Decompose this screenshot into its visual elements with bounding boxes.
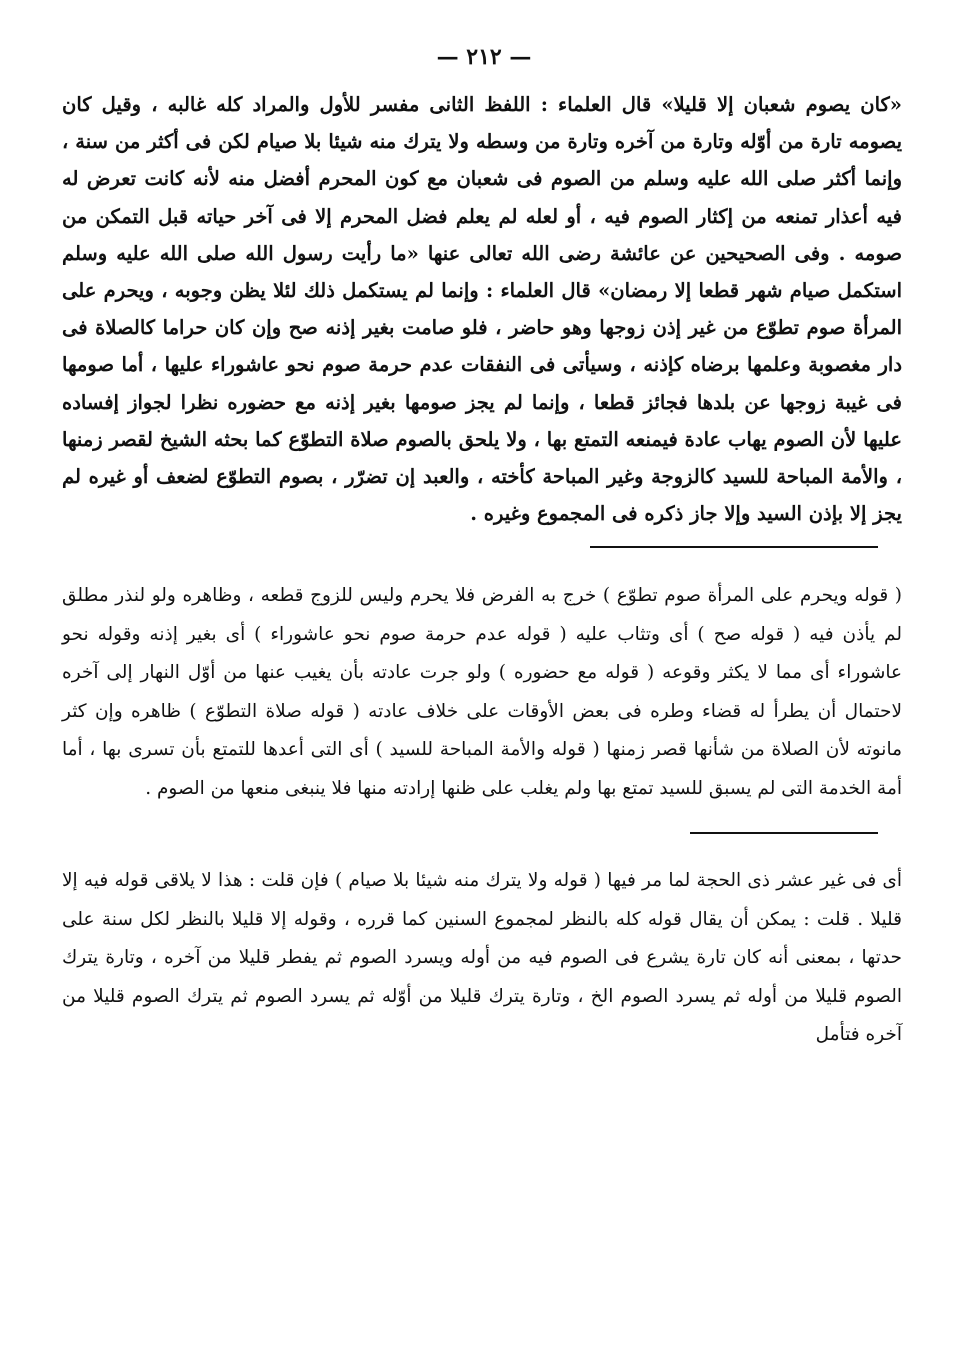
footnote-paragraph-2: أى فى غير عشر ذى الحجة لما مر فيها ( قوله ولا يترك منه شيئا بلا صيام ) فإن قلت : هذا لا يلاقى قوله فيه إلا قليلا . قلت : يمكن أن يقال قوله كله بالنظر لمجموع السنين كما قرره ، وقوله إلا قليلا بالنظر لكل سنة على حدتها ، بمعنى أنه كان تارة يشرع فى الصوم فيه من أوله ويسرد الصوم ثم يفطر قليلا من آخره ، وتارة يترك الصوم قليلا من أوله ثم يسرد الصوم الخ ، وتارة يترك قليلا من أوّله ثم يسرد الصوم ثم يترك الصوم قليلا من آخره فتأمل	[62, 870, 903, 1045]
footnote-block-1	[62, 577, 902, 808]
footnote-divider-2	[690, 832, 878, 834]
footnote-block-2	[62, 862, 902, 1055]
footnote-divider-1	[590, 546, 878, 548]
main-text-block	[62, 86, 902, 532]
page-number: — ٢١٢ —	[436, 44, 532, 70]
main-paragraph: «كان يصوم شعبان إلا قليلا» قال العلماء : اللفظ الثانى مفسر للأول والمراد كله غالبه ، وقيل كان يصومه تارة من أوّله وتارة من آخره وتارة من وسطه ولا يترك منه شيئا بلا صيام لكن فى أكثر من سنة ، وإنما أكثر صلى الله عليه وسلم من الصوم فى شعبان مع كون المحرم أفضل منه لأنه كانت تعرض له فيه أعذار تمنعه من إكثار الصوم فيه ، أو لعله لم يعلم فضل المحرم إلا فى آخر حياته قبل التمكن من صومه . وفى الصحيحين عن عائشة رضى الله تعالى عنها «ما رأيت رسول الله صلى الله عليه وسلم استكمل صيام شهر قطعا إلا رمضان» قال العلماء : وإنما لم يستكمل ذلك لئلا يظن وجوبه ، ويحرم على المرأة صوم تطوّع من غير إذن زوجها وهو حاضر ، فلو صامت بغير إذنه صح وإن كان حراما كالصلاة فى دار مغصوبة وعلمها برضاه كإذنه ، وسيأتى فى النفقات عدم حرمة صوم نحو عاشوراء عليها ، أما صومها فى غيبة زوجها عن بلدها فجائز قطعا ، وإنما لم يجز صومها بغير إذنه مع حضوره نظرا لجواز إفساده عليها لأن الصوم يهاب عادة فيمنعه التمتع بها ، ولا يلحق بالصوم صلاة التطوّع كما بحثه الشيخ لقصر زمنها ، والأمة المباحة للسيد كالزوجة وغير المباحة كأخته ، والعبد إن تضرّر ، بصوم التطوّع لضعف أو غيره لم يجز إلا بإذن السيد وإلا جاز ذكره فى المجموع وغيره .	[62, 93, 902, 526]
footnote-paragraph-1: ( قوله ويحرم على المرأة صوم تطوّع ) خرج به الفرض فلا يحرم وليس للزوج قطعه ، وظاهره ولو لنذر مطلق لم يأذن فيه ( قوله صح ) أى وتثاب عليه ( قوله عدم حرمة صوم نحو عاشوراء ) أى بغير إذنه وقوله نحو عاشوراء أى مما لا يكثر وقوعه ( قوله مع حضوره ) ولو جرت عادته بأن يغيب عنها من أوّل النهار إلى آخره لاحتمال أن يطرأ له قضاء وطره فى بعض الأوقات على خلاف عادته ( قوله صلاة التطوّع ) ظاهره وإن كثر مانوته لأن الصلاة من شأنها قصر زمنها ( قوله والأمة المباحة للسيد ) أى التى أعدها للتمتع بأن تسرى بها ، أما أمة الخدمة التى لم يسبق للسيد تمتع بها ولم يغلب على ظنها إرادته منها فلا ينبغى منعها من الصوم .	[62, 585, 902, 799]
